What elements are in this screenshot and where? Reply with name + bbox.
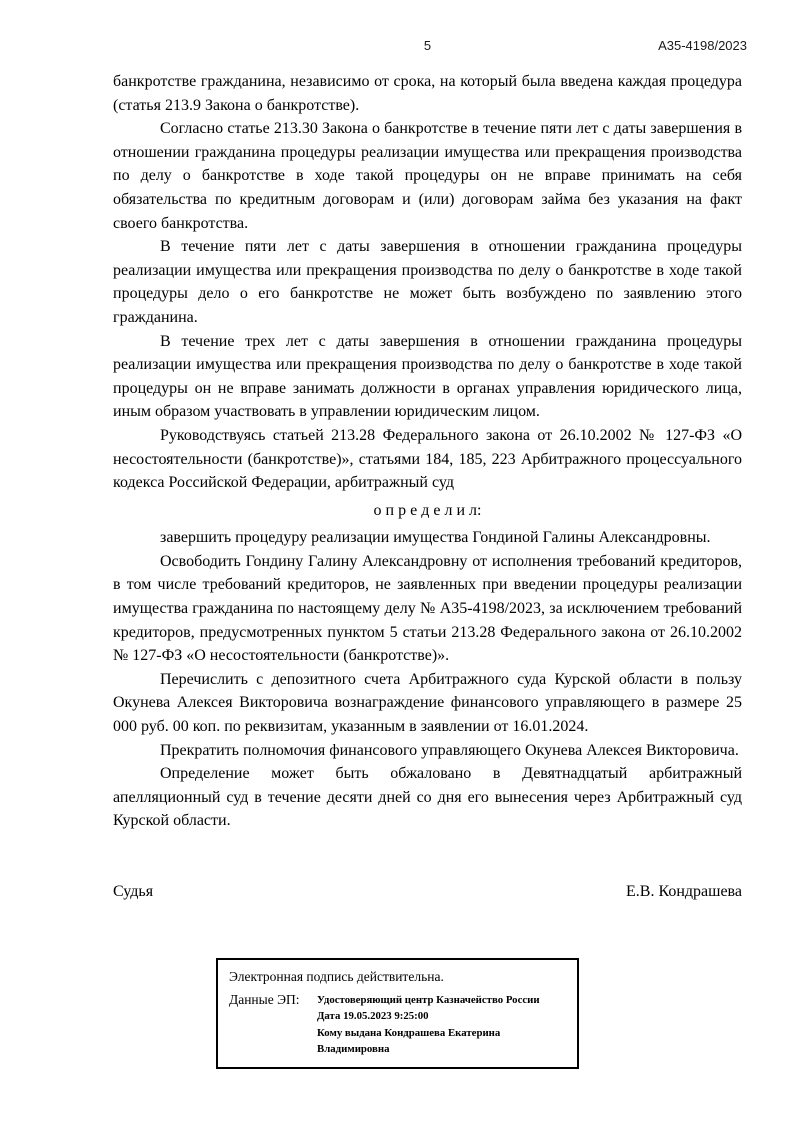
- paragraph: банкротстве гражданина, независимо от срока, на который была введена каждая процедура (статья 213.9 Закона о банкротстве).: [113, 73, 742, 114]
- paragraph: Руководствуясь статьей 213.28 Федерального закона от 26.10.2002 № 127-ФЗ «О несостоятельности (банкротстве)», статьями 184, 185, 223 Арбитражного процессуального кодекса Российской Федерации, арбитражный суд: [113, 426, 742, 492]
- paragraph: Прекратить полномочия финансового управляющего Окунева Алексея Викторовича.: [160, 741, 739, 759]
- judge-name: Е.В. Кондрашева: [626, 883, 742, 900]
- stamp-date: Дата 19.05.2023 9:25:00: [317, 1010, 429, 1023]
- paragraph: В течение трех лет с даты завершения в отношении гражданина процедуры реализации имущества или прекращения производства по делу о банкротстве в ходе такой процедуры он не вправе занимать должности в органах управления юридического лица, иным образом участвовать в управлении юридическим лицом.: [113, 332, 742, 421]
- paragraph: завершить процедуру реализации имущества Гондиной Галины Александровны.: [160, 529, 711, 547]
- stamp-issuer: Удостоверяющий центр Казначейство России: [317, 994, 540, 1007]
- stamp-issued-to: Кому выдана Кондрашева Екатерина Владимировна: [317, 1026, 501, 1055]
- paragraph: Перечислить с депозитного счета Арбитражного суда Курской области в пользу Окунева Алексея Викторовича вознаграждение финансового управляющего в размере 25 000 руб. 00 коп. по реквизитам, указанным в заявлении от 16.01.2024.: [113, 670, 742, 736]
- paragraph: Согласно статье 213.30 Закона о банкротстве в течение пяти лет с даты завершения в отношении гражданина процедуры реализации имущества или прекращения производства по делу о банкротстве в ходе такой процедуры он не вправе принимать на себя обязательства по кредитным договорам и (или) договорам займа без указания на факт своего банкротства.: [113, 120, 742, 232]
- judge-label: Судья: [113, 883, 154, 900]
- stamp-data-row: [229, 992, 566, 1057]
- resolution-heading: о п р е д е л и л:: [373, 501, 482, 519]
- paragraph: Освободить Гондину Галину Александровну от исполнения требований кредиторов, в том числе требований кредиторов, не заявленных при введении процедуры реализации имущества гражданина по настоящему делу № А35-4198/2023, за исключением требований кредиторов, предусмотренных пунктом 5 статьи 213.28 Федерального закона от 26.10.2002 № 127-ФЗ «О несостоятельности (банкротстве)».: [113, 552, 742, 665]
- page-header: [113, 38, 747, 54]
- paragraph: Определение может быть обжаловано в Девятнадцатый арбитражный апелляционный суд в течение десяти дней со дня его вынесения через Арбитражный суд Курской области.: [113, 765, 742, 830]
- document-body: [113, 70, 742, 833]
- page-number: 5: [423, 38, 432, 53]
- electronic-signature-stamp: [216, 958, 579, 1069]
- case-number: А35-4198/2023: [658, 38, 747, 53]
- signature-row: [113, 883, 742, 901]
- stamp-data-label: Данные ЭП:: [229, 992, 300, 1008]
- stamp-validity-text: Электронная подпись действительна.: [229, 969, 444, 984]
- paragraph: В течение пяти лет с даты завершения в отношении гражданина процедуры реализации имущества или прекращения производства по делу о банкротстве в ходе такой процедуры дело о его банкротстве не может быть возбуждено по заявлению этого гражданина.: [113, 238, 742, 326]
- stamp-details: [317, 992, 566, 1057]
